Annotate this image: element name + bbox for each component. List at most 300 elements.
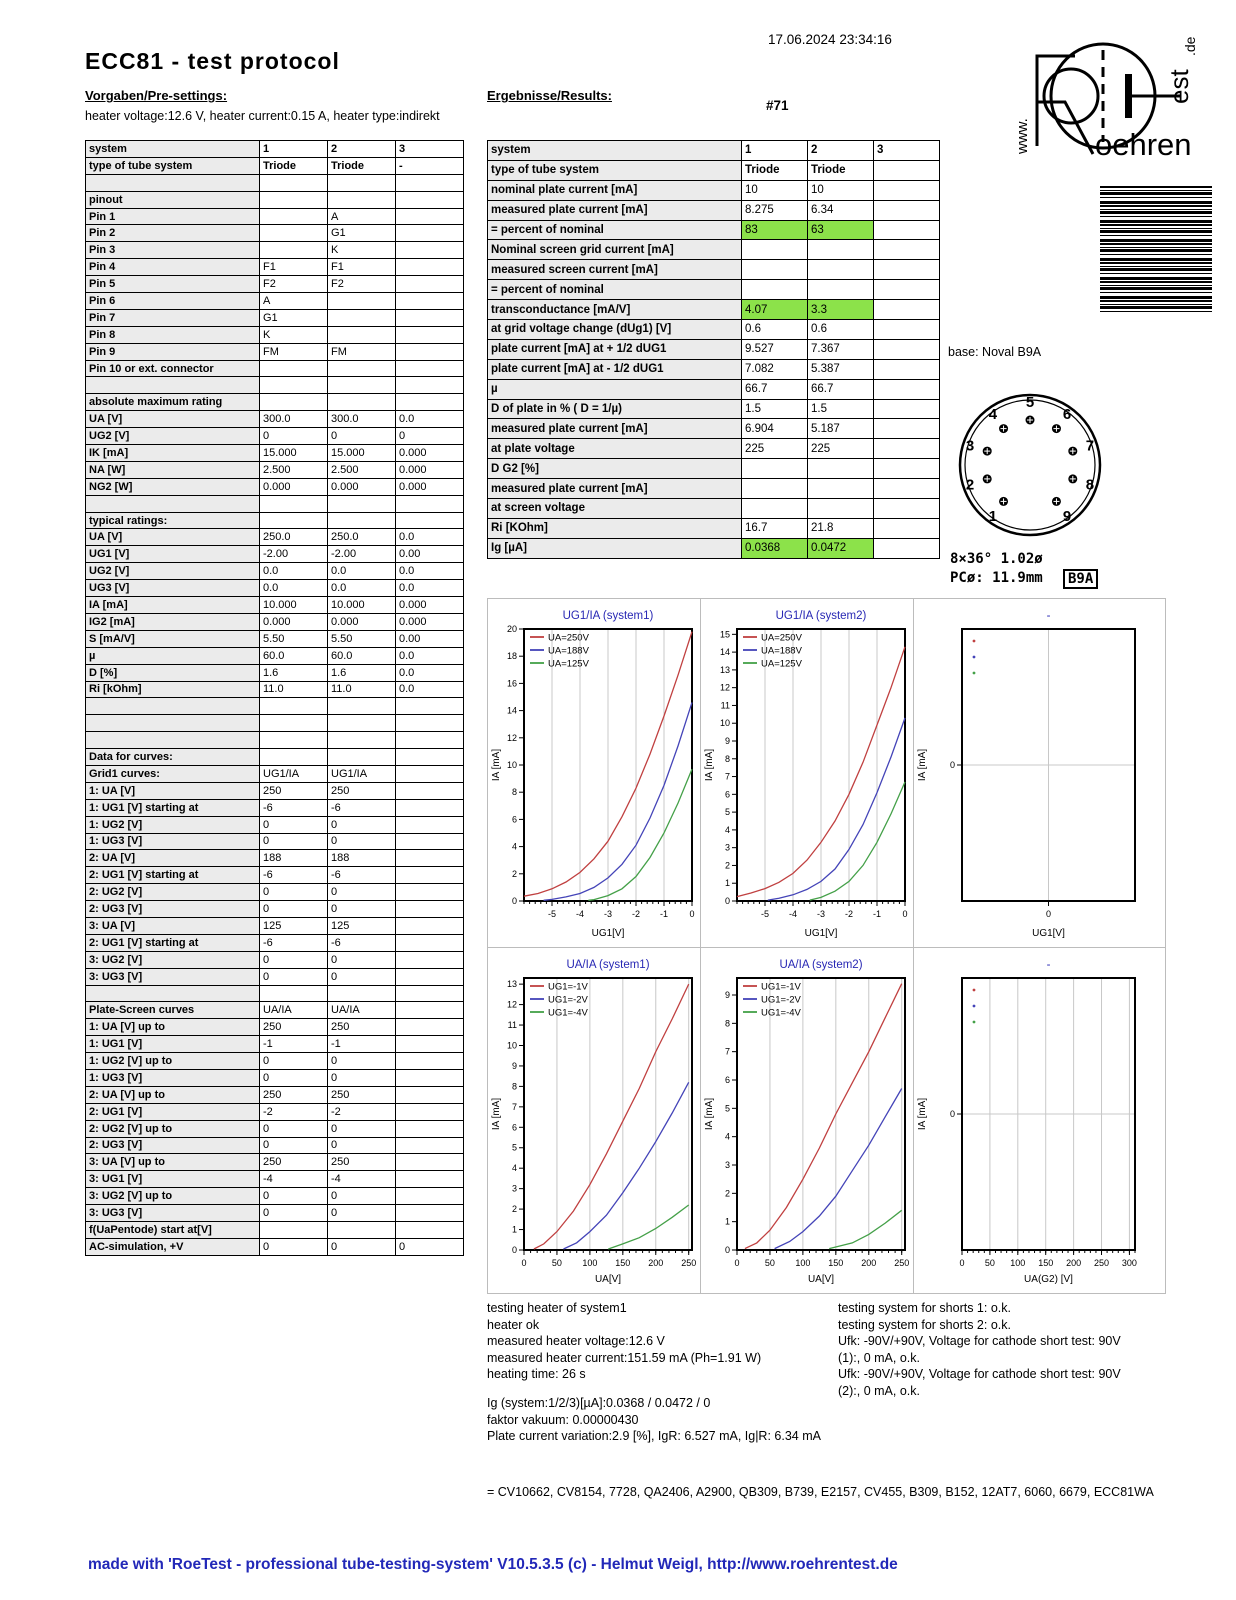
cell-value: 0 — [260, 1137, 328, 1154]
logo-text-de: .de — [1182, 36, 1198, 56]
y-tick-label: 0 — [949, 1109, 955, 1119]
cell-value — [874, 220, 940, 240]
row-label: Ig [µA] — [488, 538, 742, 558]
row-label: D [%] — [86, 664, 260, 681]
cell-value: 10 — [808, 180, 874, 200]
chart-svg — [914, 948, 1165, 1293]
note-line: heater ok — [487, 1317, 540, 1332]
row-label: system — [86, 141, 260, 158]
row-label: UG1 [V] — [86, 546, 260, 563]
data-table — [85, 140, 464, 1256]
chart-title: UA/IA (system2) — [779, 959, 863, 971]
table-row — [488, 499, 940, 519]
table-row — [488, 320, 940, 340]
row-label: NG2 [W] — [86, 478, 260, 495]
y-tick-label: 7 — [724, 1046, 730, 1057]
cell-value: 0.0 — [396, 529, 464, 546]
cell-value: 1.5 — [742, 399, 808, 419]
cell-value: 4.07 — [742, 300, 808, 320]
cell-value: FM — [328, 343, 396, 360]
y-tick-label: 1 — [724, 878, 730, 889]
cell-value: 125 — [260, 917, 328, 934]
y-tick-label: 14 — [506, 705, 517, 716]
row-label: Nominal screen grid current [mA] — [488, 240, 742, 260]
y-tick-label: 10 — [719, 718, 730, 729]
table-row — [86, 529, 464, 546]
legend-label: UG1=-2V — [548, 994, 588, 1006]
row-label: S [mA/V] — [86, 630, 260, 647]
table-row — [86, 580, 464, 597]
x-axis-label: UA(G2) [V] — [1024, 1274, 1073, 1285]
x-tick-label: 200 — [1066, 1258, 1082, 1268]
cell-value — [742, 280, 808, 300]
row-label: Pin 6 — [86, 293, 260, 310]
cell-value: G1 — [260, 309, 328, 326]
cell-value — [328, 360, 396, 377]
y-axis-label: IA [mA] — [917, 748, 928, 782]
table-row — [86, 884, 464, 901]
x-tick-label: 0 — [902, 909, 908, 919]
x-tick-label: 250 — [681, 1258, 697, 1268]
y-tick-label: 3 — [724, 842, 730, 853]
row-label: 3: UG2 [V] — [86, 951, 260, 968]
row-label — [86, 174, 260, 191]
cell-value — [396, 495, 464, 512]
series-curve — [810, 782, 905, 900]
note-line: Ufk: -90V/+90V, Voltage for cathode short test: 90V — [838, 1367, 1121, 1381]
table-row — [86, 411, 464, 428]
table-row — [86, 917, 464, 934]
cell-value — [396, 715, 464, 732]
socket-spec — [950, 550, 1043, 588]
cell-value — [396, 1222, 464, 1239]
row-label: Pin 7 — [86, 309, 260, 326]
cell-value — [328, 698, 396, 715]
cell-value: 188 — [328, 850, 396, 867]
cell-value: 2.500 — [328, 461, 396, 478]
legend-dot — [973, 640, 976, 643]
cell-value: 10.000 — [328, 597, 396, 614]
table-row — [488, 379, 940, 399]
cell-value — [328, 326, 396, 343]
series-curve — [544, 702, 692, 900]
table-row — [488, 399, 940, 419]
row-label: UG2 [V] — [86, 563, 260, 580]
cell-value: UG1/IA — [260, 765, 328, 782]
table-row — [488, 200, 940, 220]
cell-value — [260, 191, 328, 208]
table-row — [86, 630, 464, 647]
cell-value — [396, 850, 464, 867]
y-tick-label: 9 — [724, 736, 730, 746]
x-tick-label: 50 — [551, 1258, 562, 1268]
y-tick-label: 0 — [949, 760, 955, 770]
row-label: 1: UA [V] up to — [86, 1019, 260, 1036]
table-row — [86, 1205, 464, 1222]
cell-value: Triode — [328, 157, 396, 174]
row-label: Pin 9 — [86, 343, 260, 360]
cell-value: 0 — [328, 1238, 396, 1255]
table-row — [488, 260, 940, 280]
row-label: UA [V] — [86, 529, 260, 546]
cell-value: -6 — [328, 867, 396, 884]
cell-value: 1.5 — [808, 399, 874, 419]
table-row — [86, 698, 464, 715]
cell-value — [808, 459, 874, 479]
cell-value: 10 — [742, 180, 808, 200]
note-line: testing system for shorts 1: o.k. — [838, 1301, 1011, 1315]
cell-value — [328, 1222, 396, 1239]
footer-credit: made with 'RoeTest - professional tube-testing-system' V10.5.3.5 (c) - Helmut Weigl, http://www.roehrentest.de — [88, 1556, 898, 1573]
cell-value — [328, 174, 396, 191]
cell-value: 3 — [396, 141, 464, 158]
table-row — [86, 816, 464, 833]
cell-value: 0 — [260, 833, 328, 850]
note-line: Ig (system:1/2/3)[µA]:0.0368 / 0.0472 / 0 — [487, 1396, 711, 1410]
cell-value: 60.0 — [328, 647, 396, 664]
y-tick-label: 12 — [506, 999, 517, 1010]
legend-dot — [973, 1021, 976, 1024]
table-row — [86, 1019, 464, 1036]
cell-value — [396, 985, 464, 1002]
cell-value: 1.6 — [328, 664, 396, 681]
cell-value: G1 — [328, 225, 396, 242]
row-label: measured screen current [mA] — [488, 260, 742, 280]
chart-panel — [701, 948, 914, 1294]
cell-value: 0 — [260, 884, 328, 901]
cell-value — [396, 799, 464, 816]
x-tick-label: -3 — [816, 909, 826, 919]
cell-value — [874, 379, 940, 399]
legend-label: UA=125V — [761, 658, 802, 670]
cell-value: 0.0 — [396, 664, 464, 681]
cell-value: 21.8 — [808, 518, 874, 538]
table-row — [488, 359, 940, 379]
cell-value — [396, 242, 464, 259]
cell-value: 1 — [260, 141, 328, 158]
cell-value — [396, 377, 464, 394]
cell-value: F1 — [260, 259, 328, 276]
cell-value — [396, 293, 464, 310]
cell-value: 0 — [260, 1053, 328, 1070]
y-tick-label: 18 — [506, 651, 517, 662]
cell-value: -2.00 — [260, 546, 328, 563]
table-row — [86, 428, 464, 445]
cell-value: 11.0 — [260, 681, 328, 698]
cell-value: 2.500 — [260, 461, 328, 478]
cell-value — [328, 394, 396, 411]
cell-value: 250 — [328, 1154, 396, 1171]
cell-value — [874, 459, 940, 479]
table-row — [86, 259, 464, 276]
y-tick-label: 8 — [511, 1081, 517, 1092]
table-row — [86, 191, 464, 208]
table-row — [86, 985, 464, 1002]
y-tick-label: 15 — [719, 629, 730, 640]
cell-value: 0.0 — [396, 580, 464, 597]
cell-value — [260, 495, 328, 512]
legend-label: UG1=-4V — [548, 1007, 588, 1019]
cell-value — [260, 512, 328, 529]
cell-value: F2 — [328, 276, 396, 293]
row-label: 2: UG1 [V] — [86, 1103, 260, 1120]
row-label: Pin 5 — [86, 276, 260, 293]
row-label: Ri [KOhm] — [488, 518, 742, 538]
cell-value — [396, 1036, 464, 1053]
x-tick-label: -3 — [603, 909, 613, 919]
row-label: Data for curves: — [86, 749, 260, 766]
cell-value: 5.50 — [328, 630, 396, 647]
cell-value — [396, 732, 464, 749]
chart-svg — [488, 599, 700, 947]
y-tick-label: 4 — [724, 1131, 730, 1142]
cell-value — [396, 1171, 464, 1188]
cell-value: 0.000 — [396, 445, 464, 462]
y-tick-label: 7 — [511, 1101, 517, 1112]
y-tick-label: 2 — [724, 860, 730, 871]
cell-value — [874, 439, 940, 459]
cell-value — [396, 1103, 464, 1120]
cell-value — [396, 276, 464, 293]
cell-value — [874, 160, 940, 180]
table-row — [86, 1238, 464, 1255]
y-axis-label: IA [mA] — [704, 748, 715, 782]
row-label: 2: UA [V] — [86, 850, 260, 867]
row-label: IK [mA] — [86, 445, 260, 462]
row-label: Pin 8 — [86, 326, 260, 343]
cell-value: 0.0 — [396, 411, 464, 428]
logo-text-www: www. — [1014, 118, 1031, 154]
row-label: 2: UG1 [V] starting at — [86, 934, 260, 951]
cell-value: 0.0 — [328, 580, 396, 597]
cell-value — [396, 1053, 464, 1070]
cell-value: 0.000 — [396, 461, 464, 478]
row-label: type of tube system — [488, 160, 742, 180]
y-tick-label: 2 — [511, 1204, 517, 1215]
chart-grid — [487, 598, 1166, 1294]
table-row — [86, 141, 464, 158]
pin-label: 4 — [988, 406, 998, 424]
cell-value: -6 — [260, 934, 328, 951]
barcode — [1100, 186, 1212, 313]
x-axis-label: UA[V] — [594, 1274, 622, 1285]
cell-value: -1 — [260, 1036, 328, 1053]
y-tick-label: 1 — [724, 1216, 730, 1227]
roehrentest-logo — [975, 26, 1210, 161]
table-row — [488, 141, 940, 161]
cell-value: -2 — [260, 1103, 328, 1120]
row-label: Plate-Screen curves — [86, 1002, 260, 1019]
cell-value — [260, 715, 328, 732]
cell-value — [396, 833, 464, 850]
cell-value — [260, 377, 328, 394]
cell-value: 0.000 — [396, 613, 464, 630]
cell-value — [328, 191, 396, 208]
cell-value — [396, 1086, 464, 1103]
x-tick-label: 100 — [582, 1258, 598, 1268]
cell-value — [874, 359, 940, 379]
y-axis-label: IA [mA] — [491, 748, 502, 782]
equivalent-tubes-line: = CV10662, CV8154, 7728, QA2406, A2900, QB309, B739, E2157, CV455, B309, B152, 12AT7, 6060, 6679, ECC81WA — [487, 1485, 1154, 1499]
cell-value: -2.00 — [328, 546, 396, 563]
cell-value: 6.34 — [808, 200, 874, 220]
cell-value: 66.7 — [742, 379, 808, 399]
table-row — [86, 968, 464, 985]
cell-value: A — [328, 208, 396, 225]
chart-panel — [701, 599, 914, 948]
legend-label: UG1=-4V — [761, 1007, 801, 1019]
table-row — [86, 647, 464, 664]
row-label — [86, 732, 260, 749]
table-row — [86, 749, 464, 766]
legend-dot — [973, 672, 976, 675]
cell-value: 0 — [260, 1120, 328, 1137]
pin-label: 9 — [1062, 507, 1072, 525]
cell-value: 250 — [328, 1086, 396, 1103]
x-tick-label: -5 — [547, 909, 557, 919]
y-tick-label: 0 — [511, 896, 517, 906]
cell-value — [260, 985, 328, 1002]
cell-value: 7.367 — [808, 339, 874, 359]
legend-label: UA=250V — [548, 632, 589, 644]
pin-label: 6 — [1062, 406, 1072, 424]
legend-label: UG1=-1V — [548, 981, 588, 993]
cell-value — [874, 180, 940, 200]
table-row — [488, 240, 940, 260]
cell-value: 0 — [328, 1120, 396, 1137]
pin-label: 2 — [965, 476, 975, 494]
x-tick-label: -1 — [659, 909, 669, 919]
row-label: at plate voltage — [488, 439, 742, 459]
cell-value: 0.000 — [328, 613, 396, 630]
cell-value — [396, 1120, 464, 1137]
table-row — [86, 377, 464, 394]
cell-value: 60.0 — [260, 647, 328, 664]
chart-panel — [914, 948, 1166, 1294]
table-row — [86, 326, 464, 343]
table-row — [86, 715, 464, 732]
cell-value — [808, 260, 874, 280]
x-tick-label: -1 — [872, 909, 882, 919]
cell-value: 0.6 — [808, 320, 874, 340]
cell-value: 250 — [260, 1154, 328, 1171]
row-label — [86, 495, 260, 512]
cell-value: F1 — [328, 259, 396, 276]
row-label: D of plate in % ( D = 1/µ) — [488, 399, 742, 419]
y-axis-label: IA [mA] — [917, 1097, 928, 1131]
cell-value: - — [396, 157, 464, 174]
cell-value: -6 — [260, 799, 328, 816]
base-type-badge: B9A — [1063, 569, 1098, 589]
pin-label: 5 — [1025, 394, 1035, 411]
y-tick-label: 16 — [506, 678, 517, 689]
cell-value — [260, 225, 328, 242]
cell-value: FM — [260, 343, 328, 360]
cell-value — [396, 191, 464, 208]
y-tick-label: 7 — [724, 771, 730, 782]
cell-value: 0 — [328, 1053, 396, 1070]
shorts-test-notes — [838, 1300, 1178, 1399]
pre-settings-table — [85, 140, 464, 1256]
note-line: testing heater of system1 — [487, 1301, 627, 1315]
table-row — [488, 180, 940, 200]
cell-value: 300.0 — [260, 411, 328, 428]
cell-value — [396, 749, 464, 766]
cell-value: 225 — [742, 439, 808, 459]
row-label: Pin 2 — [86, 225, 260, 242]
cell-value — [396, 698, 464, 715]
cell-value: 0.6 — [742, 320, 808, 340]
cell-value: 11.0 — [328, 681, 396, 698]
y-tick-label: 11 — [507, 1020, 517, 1031]
table-row — [488, 300, 940, 320]
y-tick-label: 9 — [724, 990, 730, 1000]
table-row — [86, 681, 464, 698]
table-row — [86, 293, 464, 310]
page-title: ECC81 - test protocol — [85, 48, 340, 74]
heater-presets-line: heater voltage:12.6 V, heater current:0.15 A, heater type:indirekt — [85, 109, 440, 123]
cell-value — [260, 174, 328, 191]
table-row — [86, 1103, 464, 1120]
table-row — [86, 225, 464, 242]
cell-value: 2 — [328, 141, 396, 158]
row-label: 3: UA [V] up to — [86, 1154, 260, 1171]
cell-value: -2 — [328, 1103, 396, 1120]
cell-value: 0 — [328, 1137, 396, 1154]
series-curve — [768, 718, 905, 900]
row-label: Pin 4 — [86, 259, 260, 276]
row-label: pinout — [86, 191, 260, 208]
row-label: NA [W] — [86, 461, 260, 478]
chart-title: - — [1046, 610, 1051, 622]
cell-value: 0.00 — [396, 546, 464, 563]
series-curve — [745, 981, 902, 1249]
cell-value — [396, 360, 464, 377]
cell-value: F2 — [260, 276, 328, 293]
cell-value — [260, 732, 328, 749]
cell-value: 3 — [874, 141, 940, 161]
cell-value: 3.3 — [808, 300, 874, 320]
cell-value: 0.000 — [396, 478, 464, 495]
legend-label: UG1=-2V — [761, 994, 801, 1006]
logo-text-est: est — [1164, 69, 1194, 104]
row-label: Pin 10 or ext. connector — [86, 360, 260, 377]
cell-value — [874, 419, 940, 439]
tube-number: #71 — [766, 98, 789, 113]
y-tick-label: 10 — [506, 760, 517, 770]
cell-value: K — [260, 326, 328, 343]
y-tick-label: 14 — [719, 647, 730, 658]
y-tick-label: 6 — [724, 789, 730, 800]
cell-value — [874, 399, 940, 419]
cell-value: 0 — [260, 1188, 328, 1205]
cell-value: A — [260, 293, 328, 310]
y-tick-label: 5 — [511, 1142, 517, 1153]
row-label: at screen voltage — [488, 499, 742, 519]
table-row — [86, 360, 464, 377]
table-row — [86, 901, 464, 918]
row-label: UG3 [V] — [86, 580, 260, 597]
results-table — [487, 140, 940, 559]
table-row — [488, 419, 940, 439]
x-tick-label: 200 — [648, 1258, 664, 1268]
x-tick-label: 0 — [521, 1258, 527, 1268]
row-label: 2: UA [V] up to — [86, 1086, 260, 1103]
cell-value — [396, 867, 464, 884]
cell-value — [328, 512, 396, 529]
note-line: measured heater current:151.59 mA (Ph=1.91 W) — [487, 1350, 762, 1365]
table-row — [86, 934, 464, 951]
